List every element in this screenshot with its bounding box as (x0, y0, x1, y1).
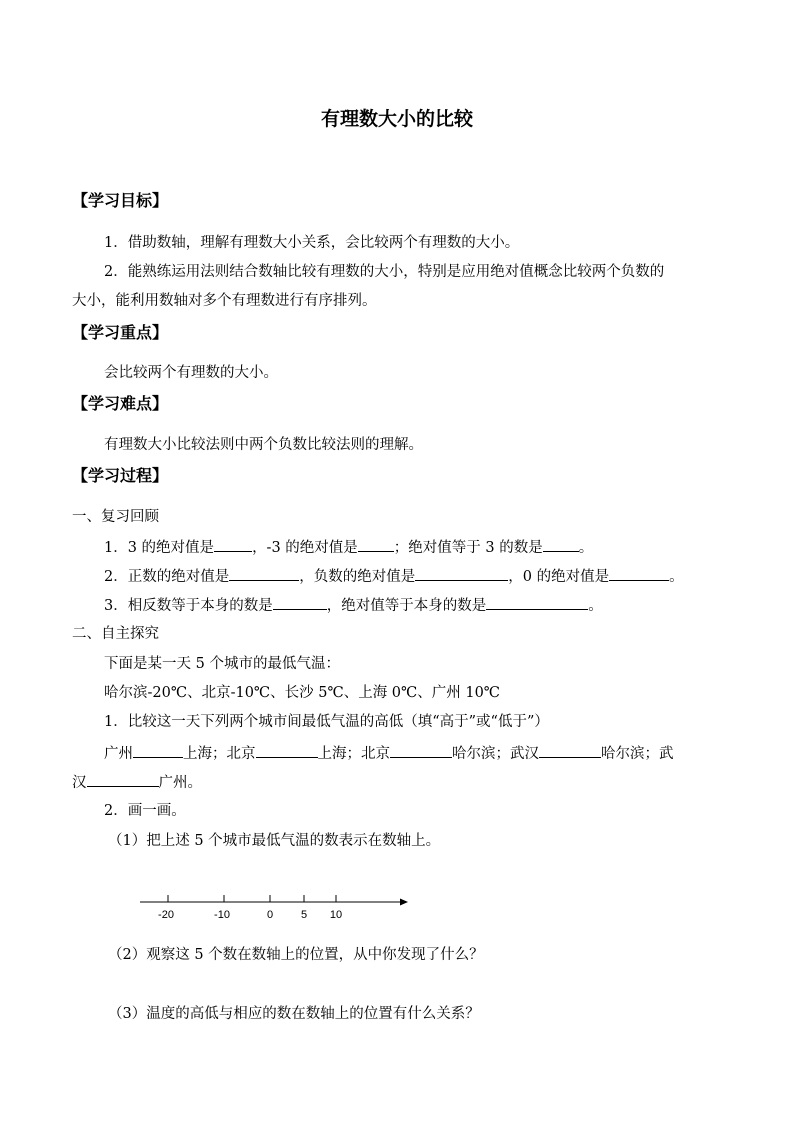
section-heading-process: 【学习过程】 (72, 466, 169, 485)
section-heading-difficulty: 【学习难点】 (72, 394, 169, 413)
answer-blank[interactable] (609, 565, 669, 581)
q2-text-a: 2．正数的绝对值是 (104, 569, 230, 585)
q3-text-a: 3．相反数等于本身的数是 (104, 598, 273, 614)
answer-blank[interactable] (133, 742, 183, 758)
review-question-2 (104, 565, 684, 587)
compare-text: 上海；北京 (183, 746, 256, 762)
compare-text: 汉 (72, 775, 87, 791)
section-heading-key: 【学习重点】 (72, 323, 169, 342)
draw-sub-question-2: （2）观察这 5 个数在数轴上的位置，从中你发现了什么？ (108, 947, 484, 963)
section-heading-goals: 【学习目标】 (72, 191, 169, 210)
q2-text-c: ，0 的绝对值是 (508, 569, 610, 585)
compare-text: 哈尔滨；武 (601, 746, 674, 762)
page-title: 有理数大小的比较 (320, 108, 473, 130)
review-question-3 (104, 594, 603, 616)
goal-item-2-line-1: 2．能熟练运用法则结合数轴比较有理数的大小，特别是应用绝对值概念比较两个负数的 (104, 264, 665, 280)
answer-blank[interactable] (273, 594, 327, 610)
arrow-right-icon (400, 899, 408, 906)
answer-blank[interactable] (358, 536, 394, 552)
difficulty-text: 有理数大小比较法则中两个负数比较法则的理解。 (104, 437, 423, 453)
draw-sub-question-1: （1）把上述 5 个城市最低气温的数表示在数轴上。 (108, 833, 441, 849)
axis-tick-label: -20 (158, 909, 174, 921)
explore-heading: 二、自主探究 (72, 626, 159, 642)
key-point-text: 会比较两个有理数的大小。 (104, 365, 278, 381)
answer-blank[interactable] (87, 771, 159, 787)
draw-sub-question-3: （3）温度的高低与相应的数在数轴上的位置有什么关系？ (108, 1006, 480, 1022)
city-temperatures: 哈尔滨-20℃、北京-10℃、长沙 5℃、上海 0℃、广州 10℃ (104, 685, 501, 701)
explore-question-1: 1．比较这一天下列两个城市间最低气温的高低（填“高于”或“低于”） (104, 714, 549, 730)
number-line (130, 885, 420, 925)
answer-blank[interactable] (214, 536, 252, 552)
q3-text-b: ，绝对值等于本身的数是 (326, 598, 487, 614)
explore-question-2: 2．画一画。 (104, 803, 186, 819)
q3-text-c: 。 (588, 598, 603, 614)
answer-blank[interactable] (390, 742, 452, 758)
q2-text-b: ，负数的绝对值是 (299, 569, 416, 585)
answer-blank[interactable] (256, 742, 318, 758)
q2-text-d: 。 (669, 569, 684, 585)
goal-item-2-line-2: 大小，能利用数轴对多个有理数进行有序排列。 (72, 293, 377, 309)
answer-blank[interactable] (229, 565, 299, 581)
answer-blank[interactable] (415, 565, 508, 581)
axis-tick-label: 0 (266, 909, 274, 921)
explore-intro: 下面是某一天 5 个城市的最低气温： (104, 656, 340, 672)
compare-text: 上海；北京 (317, 746, 390, 762)
answer-blank[interactable] (539, 742, 601, 758)
q1-text-a: 1．3 的绝对值是 (104, 540, 215, 556)
answer-blank[interactable] (543, 536, 579, 552)
axis-tick-label: 10 (329, 909, 343, 921)
q1-text-d: 。 (578, 540, 594, 556)
review-question-1 (104, 536, 593, 558)
axis-tick-label: -10 (214, 909, 230, 921)
compare-line-2 (72, 771, 202, 793)
answer-blank[interactable] (486, 594, 588, 610)
review-heading: 一、复习回顾 (72, 509, 159, 525)
compare-text: 哈尔滨；武汉 (452, 746, 539, 762)
q1-text-b: ，-3 的绝对值是 (252, 540, 358, 556)
compare-line-1 (104, 742, 674, 764)
axis-tick-label: 5 (300, 909, 308, 921)
q1-text-c: ；绝对值等于 3 的数是 (393, 540, 543, 556)
compare-text: 广州。 (158, 775, 202, 791)
compare-text: 广州 (104, 746, 133, 762)
goal-item-1: 1．借助数轴，理解有理数大小关系，会比较两个有理数的大小。 (104, 235, 520, 251)
